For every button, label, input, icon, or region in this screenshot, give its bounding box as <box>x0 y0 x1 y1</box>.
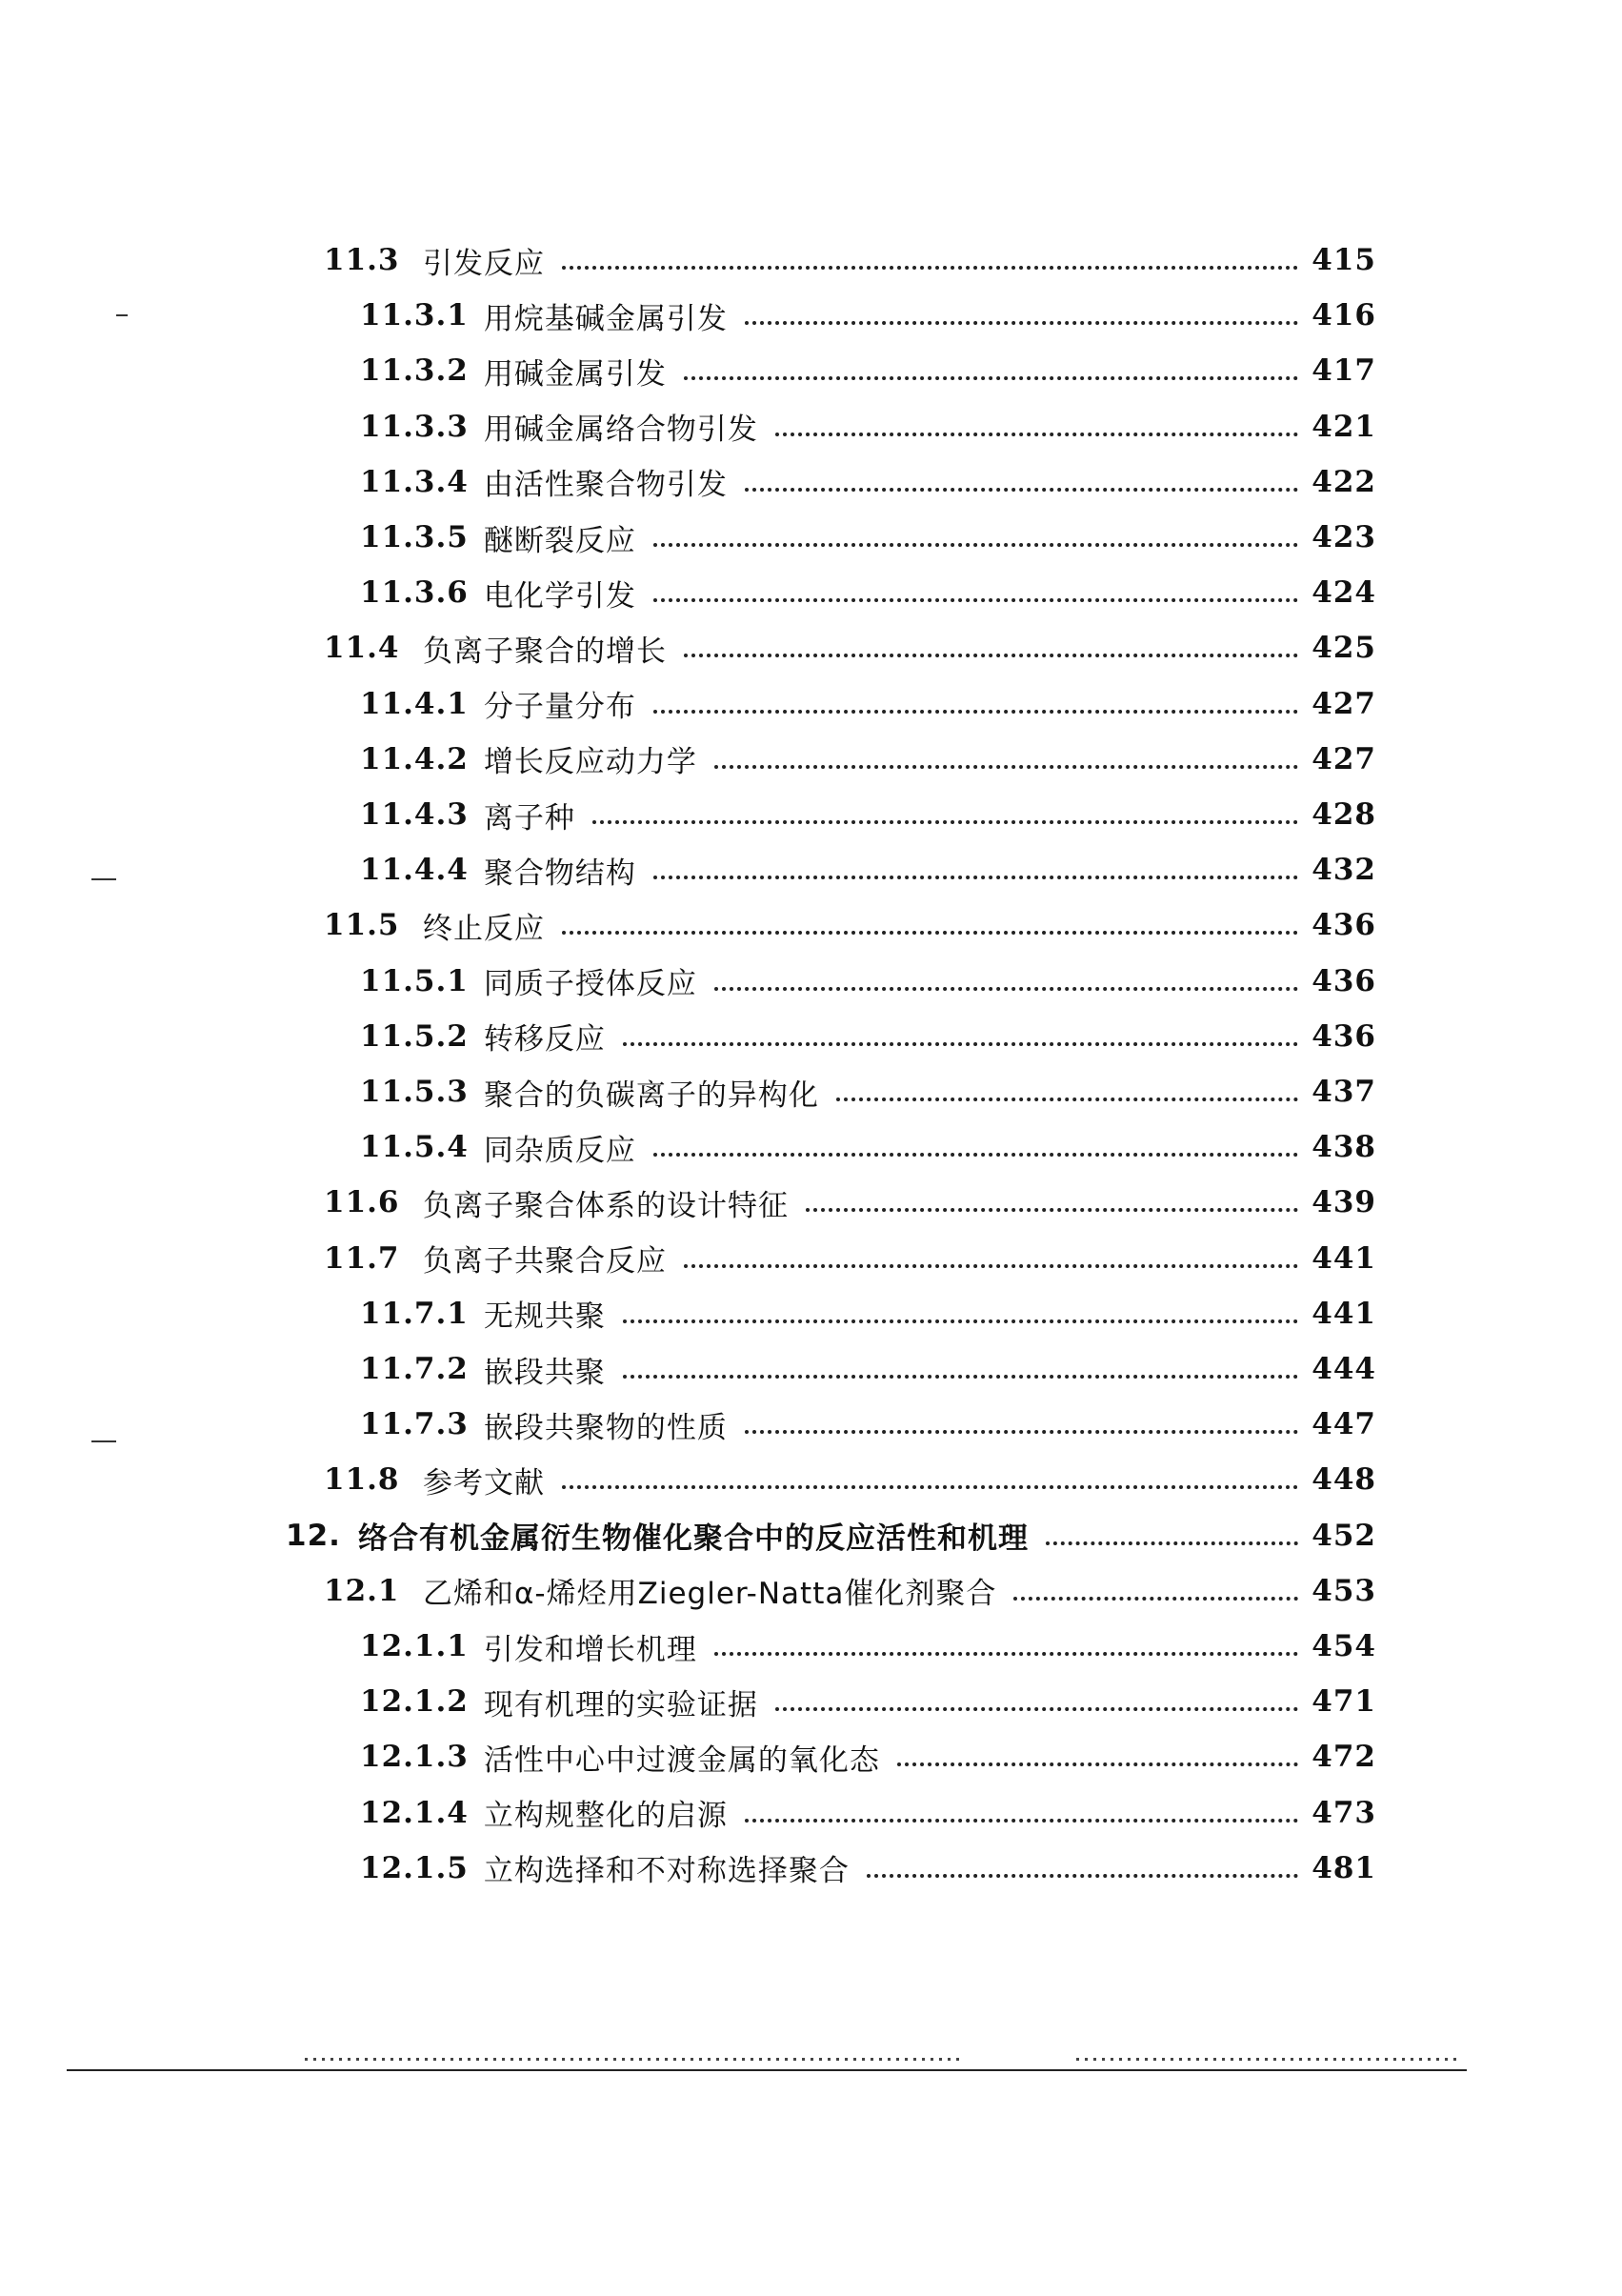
toc-entry-title: 负离子聚合体系的设计特征 <box>423 1188 789 1223</box>
dot-leader <box>745 1430 1298 1434</box>
toc-entry-number: 11.7.1 <box>360 1296 469 1331</box>
toc-entry-number: 11.4.3 <box>360 797 469 832</box>
dot-leader <box>745 321 1298 325</box>
margin-mark <box>91 878 116 880</box>
toc-entry-page-number: 422 <box>1312 464 1376 499</box>
toc-entry-page-number: 425 <box>1312 631 1376 666</box>
dot-leader <box>562 266 1298 270</box>
toc-entry-page-number: 448 <box>1312 1462 1376 1498</box>
dot-leader <box>775 433 1298 436</box>
toc-entry <box>360 512 1376 563</box>
toc-entry-number: 11.3.4 <box>360 464 469 499</box>
dot-leader <box>653 598 1298 602</box>
toc-entry-page-number: 471 <box>1312 1684 1376 1720</box>
toc-entry-title: 分子量分布 <box>483 690 636 725</box>
scan-noise <box>305 2058 962 2061</box>
toc-entry-page-number: 452 <box>1312 1518 1376 1553</box>
dot-leader <box>714 987 1298 991</box>
toc-entry-title: 无规共聚 <box>483 1299 606 1335</box>
toc-entry-title: 现有机理的实验证据 <box>483 1687 758 1722</box>
toc-entry-page-number: 427 <box>1312 686 1376 721</box>
toc-entry <box>360 789 1376 840</box>
toc-entry-number: 11.8 <box>324 1462 400 1498</box>
toc-entry-title: 转移反应 <box>483 1022 606 1057</box>
toc-entry-page-number: 473 <box>1312 1795 1376 1830</box>
toc-entry-number: 11.5.3 <box>360 1075 469 1109</box>
toc-entry-title: 同质子授体反应 <box>483 967 697 1002</box>
toc-entry-number: 11.3 <box>324 243 400 277</box>
toc-entry-number: 11.5.1 <box>360 963 469 998</box>
toc-entry-page-number: 444 <box>1312 1352 1376 1386</box>
toc-entry <box>360 1343 1376 1395</box>
toc-entry-title: 络合有机金属衍生物催化聚合中的反应活性和机理 <box>358 1521 1029 1557</box>
toc-entry-number: 11.4.4 <box>360 853 469 888</box>
toc-entry-page-number: 453 <box>1312 1573 1376 1608</box>
dot-leader <box>562 931 1298 935</box>
toc-entry <box>324 1233 1376 1284</box>
toc-entry-number: 11.4.1 <box>360 686 469 721</box>
dot-leader <box>775 1707 1298 1711</box>
toc-entry-number: 11.7.3 <box>360 1407 469 1442</box>
toc-entry-title: 用碱金属络合物引发 <box>483 413 758 448</box>
toc-entry-number: 11.7 <box>324 1240 400 1276</box>
toc-entry-number: 12.1.3 <box>360 1740 469 1775</box>
toc-entry-number: 11.3.2 <box>360 353 469 389</box>
toc-entry-title: 引发反应 <box>423 246 545 281</box>
toc-entry-page-number: 436 <box>1312 963 1376 998</box>
toc-entry <box>360 290 1376 341</box>
toc-entry-title: 离子种 <box>483 800 575 836</box>
dot-leader <box>562 1485 1298 1489</box>
dot-leader <box>867 1874 1298 1878</box>
toc-entry <box>360 734 1376 785</box>
toc-entry-page-number: 424 <box>1312 575 1376 611</box>
toc-entry-page-number: 427 <box>1312 741 1376 776</box>
dot-leader <box>592 820 1298 824</box>
toc-entry <box>360 1731 1376 1782</box>
toc-entry <box>360 844 1376 896</box>
toc-entry <box>360 1843 1376 1894</box>
toc-entry-page-number: 447 <box>1312 1407 1376 1442</box>
toc-entry-number: 11.3.3 <box>360 409 469 444</box>
dot-leader <box>1013 1597 1298 1601</box>
toc-entry <box>360 1288 1376 1339</box>
toc-entry <box>360 1399 1376 1450</box>
toc-entry-number: 11.7.2 <box>360 1352 469 1386</box>
dot-leader <box>653 1153 1298 1157</box>
toc-entry-title: 立构选择和不对称选择聚合 <box>483 1854 850 1889</box>
dot-leader <box>623 1319 1298 1323</box>
toc-entry-title: 醚断裂反应 <box>483 523 636 558</box>
toc-entry-page-number: 423 <box>1312 520 1376 554</box>
toc-entry <box>324 899 1376 951</box>
toc-entry-page-number: 438 <box>1312 1130 1376 1165</box>
toc-entry <box>324 1565 1376 1617</box>
toc-entry-number: 11.5.4 <box>360 1130 469 1165</box>
toc-entry <box>360 567 1376 618</box>
toc-entry-title: 负离子共聚合反应 <box>423 1244 667 1279</box>
toc-entry-page-number: 439 <box>1312 1185 1376 1220</box>
toc-entry-title: 引发和增长机理 <box>483 1632 697 1667</box>
toc-entry-number: 12. <box>286 1518 341 1553</box>
dot-leader <box>653 710 1298 714</box>
dot-leader <box>623 1375 1298 1379</box>
toc-entry-title: 嵌段共聚 <box>483 1355 606 1390</box>
toc-entry <box>360 678 1376 730</box>
toc-entry-title: 终止反应 <box>423 911 545 946</box>
toc-entry-page-number: 421 <box>1312 409 1376 444</box>
toc-entry <box>360 956 1376 1007</box>
toc-entry-number: 11.3.5 <box>360 520 469 554</box>
toc-entry-number: 11.4.2 <box>360 741 469 776</box>
toc-entry-page-number: 472 <box>1312 1740 1376 1775</box>
toc-entry-number: 12.1 <box>324 1573 400 1608</box>
toc-entry-number: 12.1.2 <box>360 1684 469 1720</box>
toc-entry <box>360 1066 1376 1118</box>
toc-entry-title: 聚合物结构 <box>483 856 636 891</box>
bottom-rule <box>67 2069 1467 2071</box>
toc-entry-number: 11.4 <box>324 631 400 666</box>
toc-entry-page-number: 441 <box>1312 1240 1376 1276</box>
toc-entry <box>360 1011 1376 1062</box>
toc-entry-title: 同杂质反应 <box>483 1133 636 1168</box>
dot-leader <box>653 543 1298 547</box>
toc-entry-number: 11.5 <box>324 908 400 943</box>
toc-entry-number: 12.1.4 <box>360 1795 469 1830</box>
toc-entry-number: 11.3.6 <box>360 575 469 611</box>
toc-entry-page-number: 428 <box>1312 797 1376 832</box>
toc-entry-page-number: 436 <box>1312 908 1376 943</box>
dot-leader <box>623 1042 1298 1046</box>
dot-leader <box>1046 1541 1298 1545</box>
toc-entry-title: 乙烯和α-烯烃用Ziegler-Natta催化剂聚合 <box>423 1577 997 1612</box>
toc-entry-title: 嵌段共聚物的性质 <box>483 1410 728 1445</box>
dot-leader <box>745 488 1298 492</box>
toc-entry-title: 电化学引发 <box>483 578 636 614</box>
toc-entry <box>360 345 1376 396</box>
toc-entry-page-number: 454 <box>1312 1629 1376 1663</box>
toc-entry <box>360 1787 1376 1839</box>
toc-entry-page-number: 437 <box>1312 1075 1376 1109</box>
toc-entry-title: 用碱金属引发 <box>483 356 667 392</box>
toc-entry-page-number: 481 <box>1312 1850 1376 1885</box>
toc-entry-title: 用烷基碱金属引发 <box>483 301 728 336</box>
dot-leader <box>897 1762 1298 1766</box>
toc-entry-number: 12.1.1 <box>360 1629 469 1663</box>
toc-entry-title: 活性中心中过渡金属的氧化态 <box>483 1742 880 1778</box>
dot-leader <box>684 376 1298 380</box>
toc-entry-page-number: 436 <box>1312 1018 1376 1054</box>
toc-entry <box>324 234 1376 286</box>
toc-entry <box>286 1510 1376 1561</box>
dot-leader <box>806 1208 1298 1212</box>
toc-entry <box>360 1121 1376 1173</box>
scan-noise <box>1076 2058 1457 2061</box>
toc-entry-title: 立构规整化的启源 <box>483 1799 728 1834</box>
toc-entry <box>324 1454 1376 1505</box>
toc-entry-number: 11.6 <box>324 1185 400 1220</box>
toc-entry <box>324 1177 1376 1228</box>
toc-entry-page-number: 415 <box>1312 243 1376 277</box>
toc-entry <box>360 456 1376 508</box>
margin-mark <box>116 314 128 316</box>
dot-leader <box>653 876 1298 879</box>
toc-entry-number: 12.1.5 <box>360 1850 469 1885</box>
toc-entry-page-number: 416 <box>1312 298 1376 333</box>
margin-mark <box>91 1440 116 1442</box>
dot-leader <box>836 1098 1298 1101</box>
toc-entry-page-number: 441 <box>1312 1296 1376 1331</box>
toc-entry-title: 负离子聚合的增长 <box>423 634 667 669</box>
dot-leader <box>684 654 1298 657</box>
dot-leader <box>714 1652 1298 1656</box>
toc-entry-title: 参考文献 <box>423 1465 545 1500</box>
toc-entry-page-number: 417 <box>1312 353 1376 389</box>
toc-entry-title: 增长反应动力学 <box>483 745 697 780</box>
toc-entry <box>324 622 1376 674</box>
toc-entry-title: 由活性聚合物引发 <box>483 468 728 503</box>
toc-entry <box>360 1676 1376 1727</box>
toc-entry-page-number: 432 <box>1312 853 1376 888</box>
dot-leader <box>745 1819 1298 1823</box>
toc-entry <box>360 401 1376 453</box>
toc-entry-number: 11.3.1 <box>360 298 469 333</box>
dot-leader <box>714 765 1298 769</box>
toc-entry-title: 聚合的负碳离子的异构化 <box>483 1078 819 1113</box>
toc-entry <box>360 1621 1376 1672</box>
toc-entry-number: 11.5.2 <box>360 1018 469 1054</box>
dot-leader <box>684 1264 1298 1268</box>
